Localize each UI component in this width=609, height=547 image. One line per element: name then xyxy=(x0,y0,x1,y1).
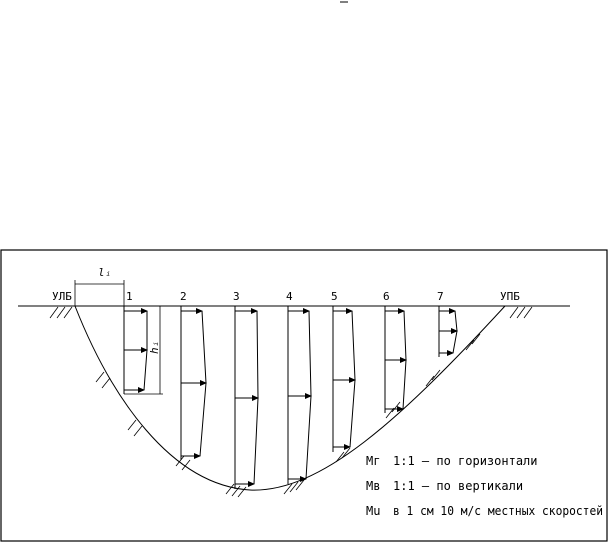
legend-symbol-horizontal: Mг xyxy=(366,454,381,468)
velocity-vertical-6 xyxy=(385,306,406,413)
velocity-vertical-7 xyxy=(439,306,457,357)
vertical-label-4: 4 xyxy=(286,290,293,303)
velocity-vertical-2 xyxy=(181,306,206,460)
vertical-label-2: 2 xyxy=(180,290,187,303)
vertical-label-5: 5 xyxy=(331,290,338,303)
bank-hatching xyxy=(50,307,532,497)
spacing-dimension xyxy=(75,280,124,306)
vertical-label-1: 1 xyxy=(126,290,133,303)
legend-text-vertical: 1:1 – по вертикали xyxy=(393,479,524,493)
vertical-label-3: 3 xyxy=(233,290,240,303)
left-bank-label: УЛБ xyxy=(52,290,72,303)
spacing-label: lᵢ xyxy=(98,266,112,279)
legend-text-velocity: в 1 см 10 м/с местных скоростей xyxy=(393,504,603,518)
vertical-label-7: 7 xyxy=(437,290,444,303)
legend-text-horizontal: 1:1 – по горизонтали xyxy=(393,454,538,468)
velocity-vertical-4 xyxy=(288,306,311,484)
right-bank-label: УПБ xyxy=(500,290,520,303)
velocity-vertical-3 xyxy=(235,306,258,489)
scale-legend xyxy=(366,454,603,518)
legend-symbol-velocity: Mu xyxy=(366,504,381,518)
depth-label: hᵢ xyxy=(148,340,161,354)
velocity-vertical-1 xyxy=(124,306,147,394)
velocity-vertical-5 xyxy=(333,306,355,452)
legend-symbol-vertical: Mв xyxy=(366,479,381,493)
vertical-label-6: 6 xyxy=(383,290,390,303)
